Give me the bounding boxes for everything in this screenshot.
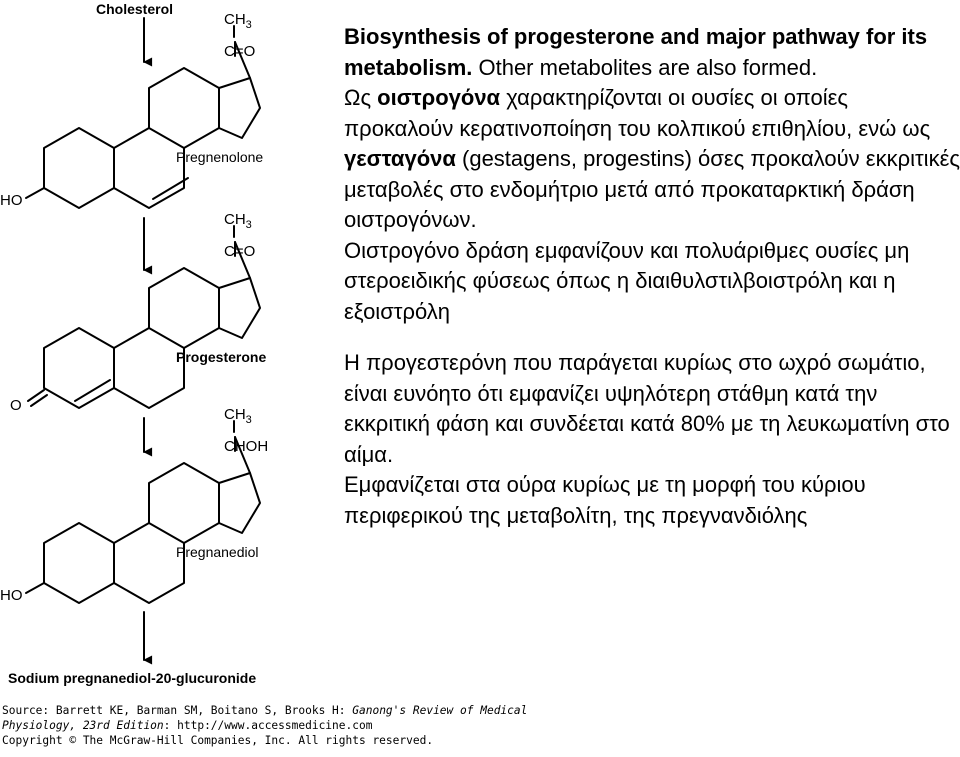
ho-label-1: HO bbox=[0, 192, 23, 209]
compound-label-cholesterol: Cholesterol bbox=[96, 1, 174, 17]
compound-label-pregnanediol: Pregnanediol bbox=[176, 544, 259, 560]
source-line-1: Source: Barrett KE, Barman SM, Boitano S, Brooks H: Ganong's Review of Medical bbox=[2, 704, 528, 717]
term-estrogens: οιστρογόνα bbox=[377, 85, 501, 110]
co-label-2: C=O bbox=[224, 243, 256, 260]
source-citation bbox=[2, 703, 562, 748]
ch3-label-2: $CH_3$ bbox=[224, 211, 252, 231]
paragraph-estrogens-gestagens: Ως οιστρογόνα χαρακτηρίζονται οι ουσίες οι οποίες προκαλούν κερατινοποίηση του κολπικού επιθηλίου, ενώ ως γεσταγόνα (gestagens, progestins) όσες προκαλούν εκκριτικές μεταβολές στο ενδομήτριο μετά από προκαταρκτική δράση οιστρογόνων. bbox=[344, 85, 960, 232]
compound-label-progesterone: Progesterone bbox=[176, 349, 267, 365]
structure-progesterone bbox=[10, 211, 266, 414]
compound-label-pregnenolone: Pregnenolone bbox=[176, 149, 264, 165]
structure-pregnanediol bbox=[0, 406, 268, 604]
structure-pregnenolone bbox=[0, 11, 263, 209]
paragraph-urine: Εμφανίζεται στα ούρα κυρίως με τη μορφή του κύριου περιφερικού της μεταβολίτη, της πρεγνανδιόλης bbox=[344, 472, 866, 528]
term-gestagens: γεσταγόνα bbox=[344, 146, 456, 171]
description-panel bbox=[344, 22, 960, 531]
choh-label-3: CHOH bbox=[224, 438, 269, 455]
compound-label-glucuronide: Sodium pregnanediol-20-glucuronide bbox=[8, 670, 257, 686]
o-label-2: O bbox=[10, 397, 22, 414]
ch3-label-1: $CH_3$ bbox=[224, 11, 252, 31]
ho-label-3: HO bbox=[0, 587, 23, 604]
source-line-2: Physiology, 23rd Edition: http://www.accessmedicine.com bbox=[2, 719, 373, 732]
steroid-pathway-diagram bbox=[0, 0, 340, 700]
copyright-line: Copyright © The McGraw-Hill Companies, Inc. All rights reserved. bbox=[2, 734, 434, 747]
paragraph-corpus-luteum: Η προγεστερόνη που παράγεται κυρίως στο ωχρό σωμάτιο, είναι ευνόητο ότι εμφανίζει υψηλότερη στάθμη κατά την εκκριτική φάση και συνδέεται κατά 80% με τη λευκωματίνη στο αίμα. bbox=[344, 350, 950, 467]
paragraph-nonsteroidal: Οιστρογόνο δράση εμφανίζουν και πολυάριθμες ουσίες μη στεροειδικής φύσεως όπως η διαιθυλστιλβοιστρόλη και η εξοιστρόλη bbox=[344, 237, 910, 324]
caption-title: Biosynthesis of progesterone and major pathway for its metabolism. Other metabolites are also formed. bbox=[344, 24, 928, 80]
co-label-1: C=O bbox=[224, 43, 256, 60]
ch3-label-3: $CH_3$ bbox=[224, 406, 252, 426]
